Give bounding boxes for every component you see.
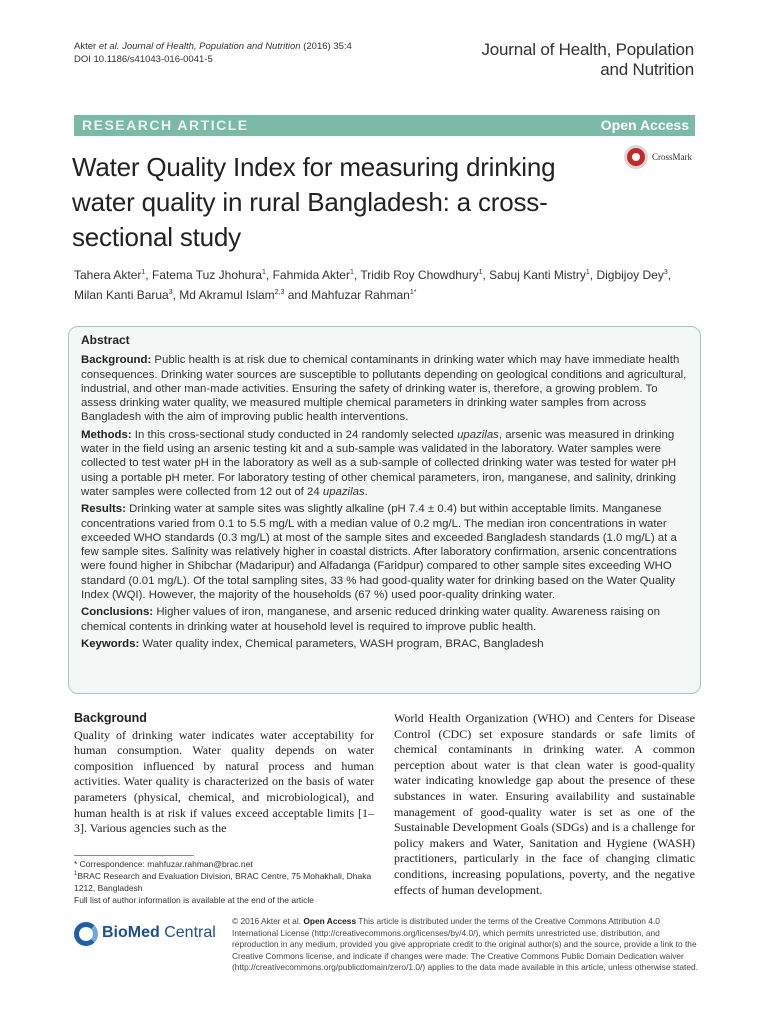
abstract-methods-italic: upazilas [322, 485, 365, 498]
author-name[interactable]: Milan Kanti Barua [74, 288, 169, 302]
abstract-methods-text: In this cross-sectional study conducted in 24 randomly selected [131, 428, 458, 441]
license-statement [232, 916, 702, 974]
biomed-central-logo[interactable] [74, 920, 224, 950]
body-text-left: Quality of drinking water indicates water acceptability for human consumption. Water quality depends on water composition influenced by natural process and human activities. Water quality is characterized on the basis of water parameters (physical, chemical, and microbiological), and human health is at risk if values exceed acceptable limits [1–3]. Various agencies such as the [74, 727, 374, 836]
citation-line [74, 40, 352, 53]
biomed-logo-bold: BioMed [102, 924, 160, 941]
abstract-keywords-label: Keywords: [81, 637, 140, 650]
crossmark-icon [624, 145, 648, 169]
affiliation-number: 1 [74, 871, 78, 878]
abstract-methods [81, 428, 689, 499]
correspondence[interactable]: * Correspondence: mahfuzar.rahman@brac.net [74, 859, 253, 869]
author-name[interactable]: Md Akramul Islam [179, 288, 275, 302]
author-affiliation: 1 [141, 269, 146, 276]
body-column-right [394, 711, 695, 898]
citation-authors: Akter [74, 41, 97, 52]
author-name[interactable]: Mahfuzar Rahman [311, 288, 410, 302]
abstract-keywords-text: Water quality index, Chemical parameters, WASH program, BRAC, Bangladesh [139, 637, 544, 650]
crossmark-label: CrossMark [652, 152, 692, 162]
abstract-keywords [81, 637, 689, 651]
journal-name-line1: Journal of Health, Population [481, 40, 694, 59]
footnote-divider [74, 855, 194, 856]
affiliation [74, 870, 374, 894]
author-affiliation: 3 [168, 289, 173, 296]
research-article-label: RESEARCH ARTICLE [82, 117, 249, 133]
section-heading: Background [74, 711, 147, 725]
abstract-methods-italic: upazilas [457, 428, 499, 441]
author-name[interactable]: Tridib Roy Chowdhury [360, 268, 479, 282]
abstract [81, 333, 689, 654]
abstract-conclusions-label: Conclusions: [81, 606, 154, 619]
biomed-logo-rest: Central [159, 924, 216, 941]
license-open-access: Open Access [303, 916, 357, 926]
journal-name-line2: and Nutrition [600, 60, 694, 79]
author-affiliation: 1 [262, 269, 266, 276]
abstract-conclusions-text: Higher values of iron, manganese, and arsenic reduced drinking water quality. Awareness raising on chemical contents in drinking water at household level is required to improve public health. [81, 606, 660, 633]
body-column-left [74, 711, 374, 837]
author-name[interactable]: Digbijoy Dey [596, 268, 664, 282]
citation-header [74, 40, 352, 66]
author-affiliation: 1* [409, 289, 417, 296]
body-text-right: World Health Organization (WHO) and Centers for Disease Control (CDC) set exposure standards or safe limits of chemical contaminants in drinking water. A common perception about water is that clean water is good-quality water indicating knowledge gap about the presence of these substances in water. Ensuring availability and sustainable management of good-quality water is set as one of the Sustainable Development Goals (SDGs) and is a challenge for policy makers and Water, Sanitation and Hygiene (WASH) practitioners, particularly in the face of changing climatic conditions, increasing populations, poverty, and the negative effects of human development. [394, 711, 695, 897]
author-affiliation: 3 [663, 269, 668, 276]
abstract-methods-text: . [364, 485, 368, 498]
author-name[interactable]: Fatema Tuz Jhohura [151, 268, 263, 282]
journal-name [481, 40, 694, 80]
author-name[interactable]: Tahera Akter [74, 268, 142, 282]
abstract-background [81, 353, 689, 424]
abstract-results-text: Drinking water at sample sites was slightly alkaline (pH 7.4 ± 0.4) but within acceptable limits. Manganese concentrations varied from 0.1 to 5.5 mg/L with a median value of 0.2 mg/L. The median iron concentrations in water exceeded WHO standards (0.3 mg/L) at most of the sample sites and exceeded Bangladesh standards (1.0 mg/L) at a few sample sites. Salinity was relatively higher in coastal districts. After laboratory confirmation, arsenic concentrations were found higher in Shibchar (Madaripur) and Alfadanga (Faridpur) compared to other sample sites exceeding WHO standard (0.01 mg/L). Of the total sampling sites, 33 % had good-quality water for drinking based on the Water Quality Index (WQI). However, the majority of the households (67 %) used poor-quality drinking water. [81, 503, 677, 602]
article-type-banner [74, 115, 695, 136]
biomed-logo-text [102, 924, 216, 942]
citation-volume: (2016) 35:4 [300, 41, 352, 52]
open-access-label: Open Access [600, 117, 689, 133]
author-affiliation: 1 [478, 269, 483, 276]
author-name[interactable]: Sabuj Kanti Mistry [489, 268, 586, 282]
license-copyright: © 2016 Akter et al. [232, 916, 304, 926]
abstract-methods-text: , arsenic was measured in drinking water in the field using an arsenic testing kit and a sub-sample was validated in the laboratory. Water samples were collected to test water pH in the laboratory as well as a sub-sample of collected drinking water was tested for water pH using a portable pH meter. For laboratory testing of other chemical parameters, iron, manganese, and salinity, drinking water samples were collected from 12 out of 24 [81, 428, 677, 498]
footnotes [74, 858, 374, 906]
author-list: Tahera Akter$^1$, Fatema Tuz Jhohura$^1$, Fahmida Akter$^1$, Tridib Roy Chowdhury$^1$, Sabuj Kanti Mistry$^1$, Digbijoy Dey$^3$, Milan Kanti Barua$^3$, Md Akramul Islam$^{2,3}$ and Mahfuzar Rahman$^{1*}$ [74, 268, 672, 302]
abstract-methods-label: Methods: [81, 428, 132, 441]
license-text: This article is distributed under the terms of the Creative Commons Attribution 4.0 International License (http://creativecommons.org/licenses/by/4.0/), which permits unrestricted use, distribution, and reproduction in any medium, provided you give appropriate credit to the original author(s) and the source, provide a link to the Creative Commons license, and indicate if changes were made. The Creative Commons Public Domain Dedication waiver (http://creativecommons.org/publicdomain/zero/1.0/) applies to the data made available in this article, unless otherwise stated. [232, 916, 698, 973]
abstract-results [81, 502, 689, 602]
doi[interactable]: DOI 10.1186/s41043-016-0041-5 [74, 54, 213, 65]
biomed-logo-icon [74, 922, 98, 946]
author-info-note: Full list of author information is available at the end of the article [74, 895, 315, 905]
abstract-background-text: Public health is at risk due to chemical contaminants in drinking water which may have immediate health consequences. Drinking water sources are susceptible to pollutants depending on geological conditions and agricultural, industrial, and other man-made activities. Ensuring the safety of drinking water is, therefore, a growing problem. To assess drinking water quality, we measured multiple chemical parameters in drinking water samples from across Bangladesh with the aim of improving public health interventions. [81, 354, 687, 424]
author-name[interactable]: Fahmida Akter [272, 268, 350, 282]
citation-journal: et al. Journal of Health, Population and Nutrition [98, 41, 301, 52]
abstract-conclusions [81, 605, 689, 634]
article-title: Water Quality Index for measuring drinking water quality in rural Bangladesh: a cross-sectional study [72, 152, 556, 252]
abstract-background-label: Background: [81, 354, 152, 367]
author-affiliation: 1 [349, 269, 354, 276]
author-affiliation: 1 [585, 269, 590, 276]
abstract-heading: Abstract [81, 333, 130, 347]
crossmark-badge[interactable] [624, 145, 696, 173]
affiliation-text: BRAC Research and Evaluation Division, BRAC Centre, 75 Mohakhali, Dhaka 1212, Bangladesh [74, 871, 372, 893]
abstract-results-label: Results: [81, 503, 126, 516]
author-affiliation: 2,3 [274, 289, 285, 296]
